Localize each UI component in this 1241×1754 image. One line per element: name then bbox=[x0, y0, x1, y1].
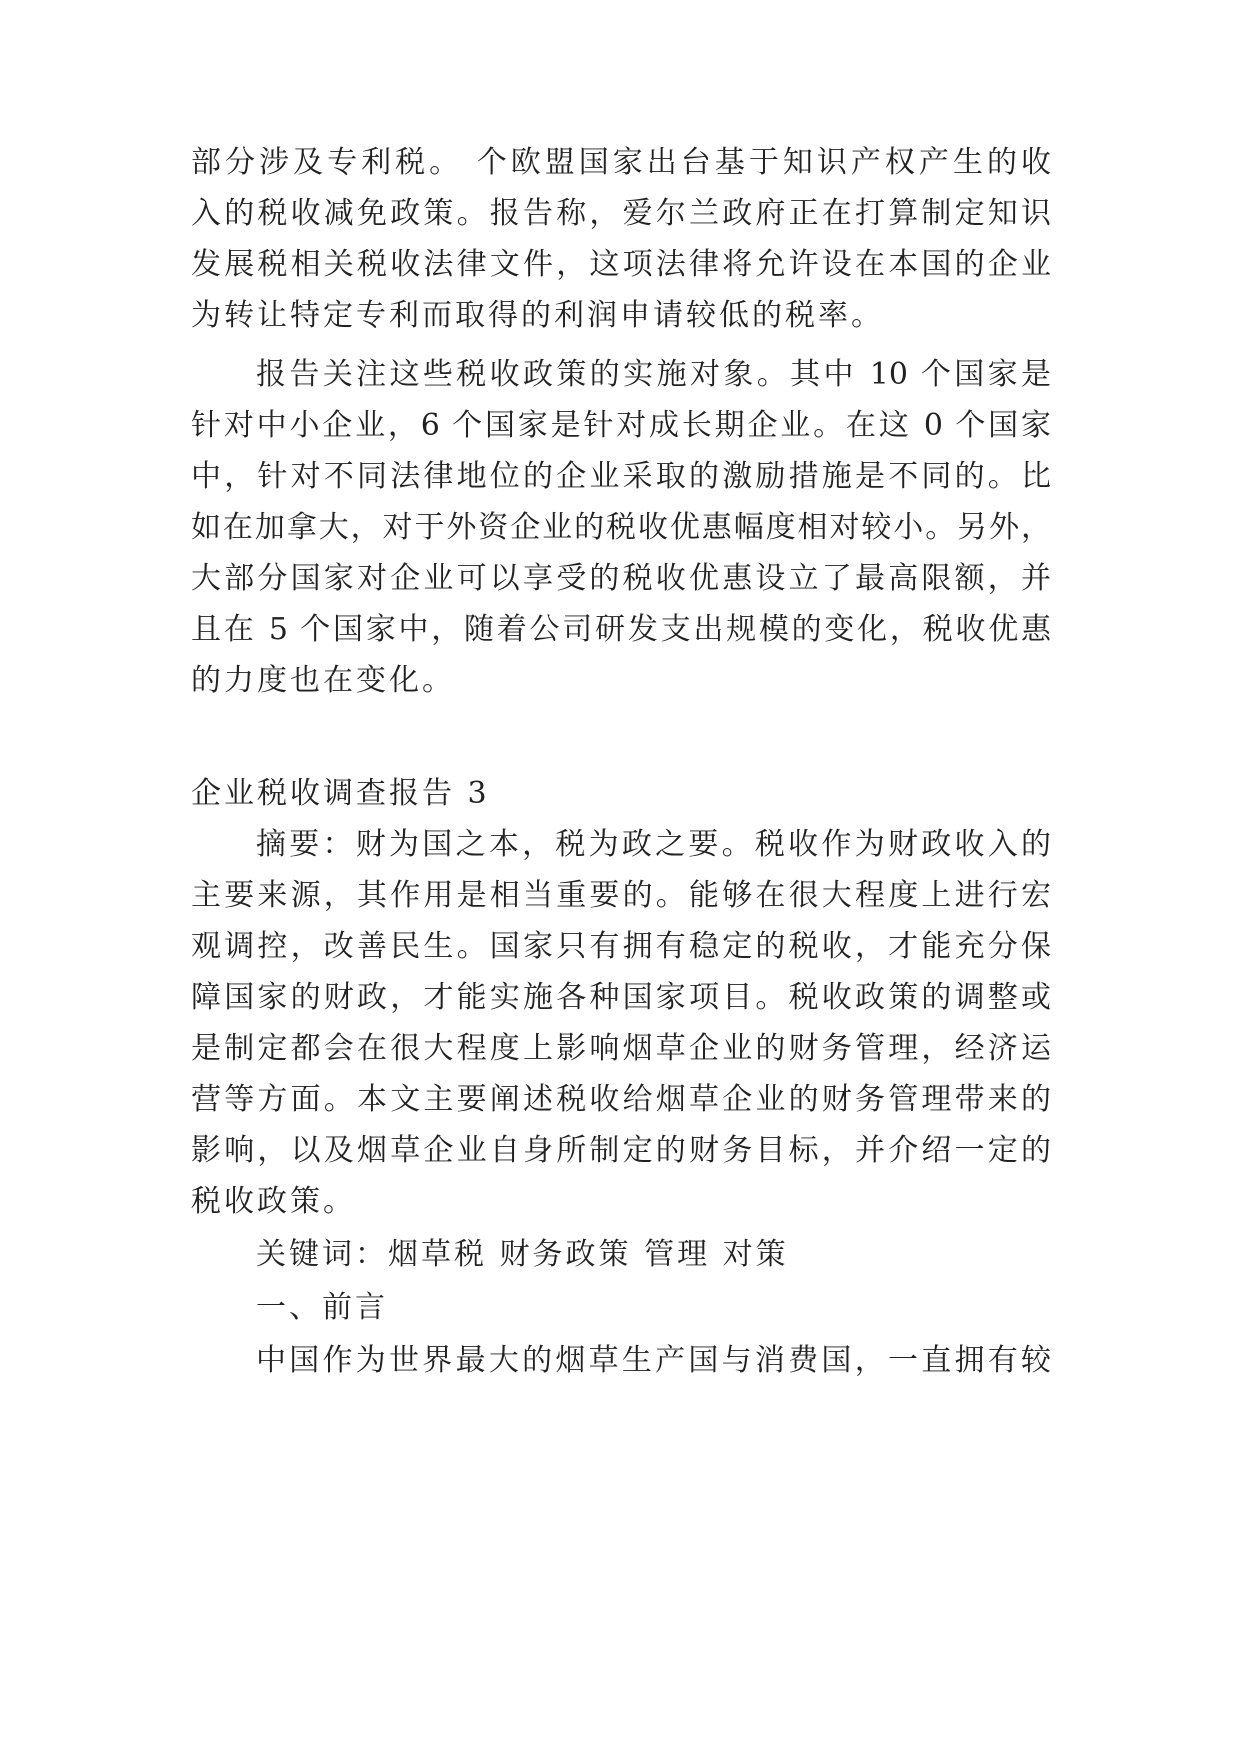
abstract-line-7: 影响，以及烟草企业自身所制定的财务目标，并介绍一定的 bbox=[191, 1133, 1051, 1168]
keywords-line: 关键词：烟草税 财务政策 管理 对策 bbox=[256, 1237, 789, 1272]
abstract-line-8: 税收政策。 bbox=[191, 1184, 356, 1219]
intro-line-1: 部分涉及专利税。 个欧盟国家出台基于知识产权产生的收 bbox=[191, 145, 1051, 180]
abstract-line-3: 观调控，改善民生。国家只有拥有稳定的税收，才能充分保 bbox=[191, 929, 1051, 964]
abstract-line-6: 营等方面。本文主要阐述税收给烟草企业的财务管理带来的 bbox=[191, 1082, 1051, 1117]
abstract-line-5: 是制定都会在很大程度上影响烟草企业的财务管理，经济运 bbox=[191, 1031, 1051, 1066]
abstract-line-2: 主要来源，其作用是相当重要的。能够在很大程度上进行宏 bbox=[191, 878, 1051, 913]
targets-line-5: 大部分国家对企业可以享受的税收优惠设立了最高限额，并 bbox=[191, 561, 1051, 596]
targets-line-4: 如在加拿大，对于外资企业的税收优惠幅度相对较小。另外， bbox=[191, 510, 1051, 545]
abstract-line-4: 障国家的财政，才能实施各种国家项目。税收政策的调整或 bbox=[191, 980, 1051, 1015]
abstract-line-1: 摘要：财为国之本，税为政之要。税收作为财政收入的 bbox=[256, 827, 1051, 862]
section-title: 企业税收调查报告 3 bbox=[191, 776, 490, 811]
targets-line-6: 且在 5 个国家中，随着公司研发支出规模的变化，税收优惠 bbox=[191, 612, 1051, 647]
heading-preface: 一、前言 bbox=[256, 1290, 388, 1325]
targets-line-7: 的力度也在变化。 bbox=[191, 663, 455, 698]
targets-line-2: 针对中小企业，6 个国家是针对成长期企业。在这 0 个国家 bbox=[191, 408, 1051, 443]
preface-line-1: 中国作为世界最大的烟草生产国与消费国，一直拥有较 bbox=[256, 1343, 1051, 1378]
targets-line-1: 报告关注这些税收政策的实施对象。其中 10 个国家是 bbox=[256, 357, 1051, 392]
intro-line-2: 入的税收减免政策。报告称，爱尔兰政府正在打算制定知识 bbox=[191, 196, 1051, 231]
targets-line-3: 中，针对不同法律地位的企业采取的激励措施是不同的。比 bbox=[191, 459, 1051, 494]
intro-line-4: 为转让特定专利而取得的利润申请较低的税率。 bbox=[191, 298, 884, 333]
intro-line-3: 发展税相关税收法律文件，这项法律将允许设在本国的企业 bbox=[191, 247, 1051, 282]
